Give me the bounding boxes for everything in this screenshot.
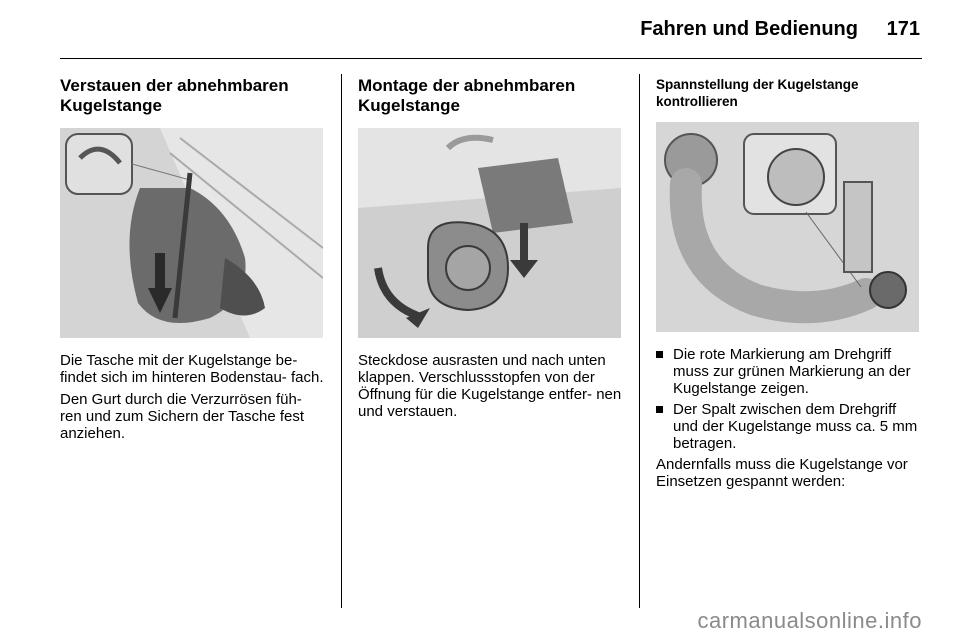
paragraph-otherwise: Andernfalls muss die Kugelstange vor Einsetzen gespannt werden: (656, 456, 908, 490)
bullet-square-icon (656, 406, 663, 413)
column-mounting (358, 76, 624, 116)
list-item (656, 401, 920, 452)
page-number: 171 (886, 18, 920, 40)
tension-check-list (656, 346, 920, 452)
bullet-text-gap: Der Spalt zwischen dem Drehgriff und der Kugelstange muss ca. 5 mm betragen. (673, 401, 918, 452)
bullet-text-marking: Die rote Markierung am Drehgriff muss zur grünen Markierung an der Kugelstange zeigen. (673, 346, 911, 397)
paragraph-storage-location: Die Tasche mit der Kugelstange be- findet sich im hinteren Bodenstau- fach. (60, 352, 324, 386)
column-divider-1 (341, 74, 342, 608)
section-heading-tension: Spannstellung der Kugelstange kontrollieren (656, 77, 859, 109)
column-tension-check (656, 76, 920, 110)
column-tension-text (656, 346, 920, 490)
column-storage-text (60, 352, 325, 442)
paragraph-storage-strap: Den Gurt durch die Verzurrösen füh- ren und zum Sichern der Tasche fest anziehen. (60, 391, 305, 442)
bullet-square-icon (656, 351, 663, 358)
watermark-text: carmanualsonline.info (697, 608, 922, 633)
figure-socket-fold (358, 128, 621, 338)
paragraph-socket-instructions: Steckdose ausrasten und nach unten klappen. Verschlussstopfen von der Öffnung für die Kugelstange entfer- nen und verstauen. (358, 352, 622, 420)
header-divider (60, 58, 922, 59)
column-storage (60, 76, 325, 116)
column-divider-2 (639, 74, 640, 608)
column-mounting-text (358, 352, 624, 420)
section-heading-mounting: Montage der abnehmbaren Kugelstange (358, 76, 576, 115)
page-header-title: Fahren und Bedienung (640, 18, 858, 40)
list-item (656, 346, 920, 397)
figure-towbar-tension (656, 122, 919, 332)
figure-storage-bag (60, 128, 323, 338)
section-heading-storage: Verstauen der abnehmbaren Kugelstange (60, 76, 289, 115)
